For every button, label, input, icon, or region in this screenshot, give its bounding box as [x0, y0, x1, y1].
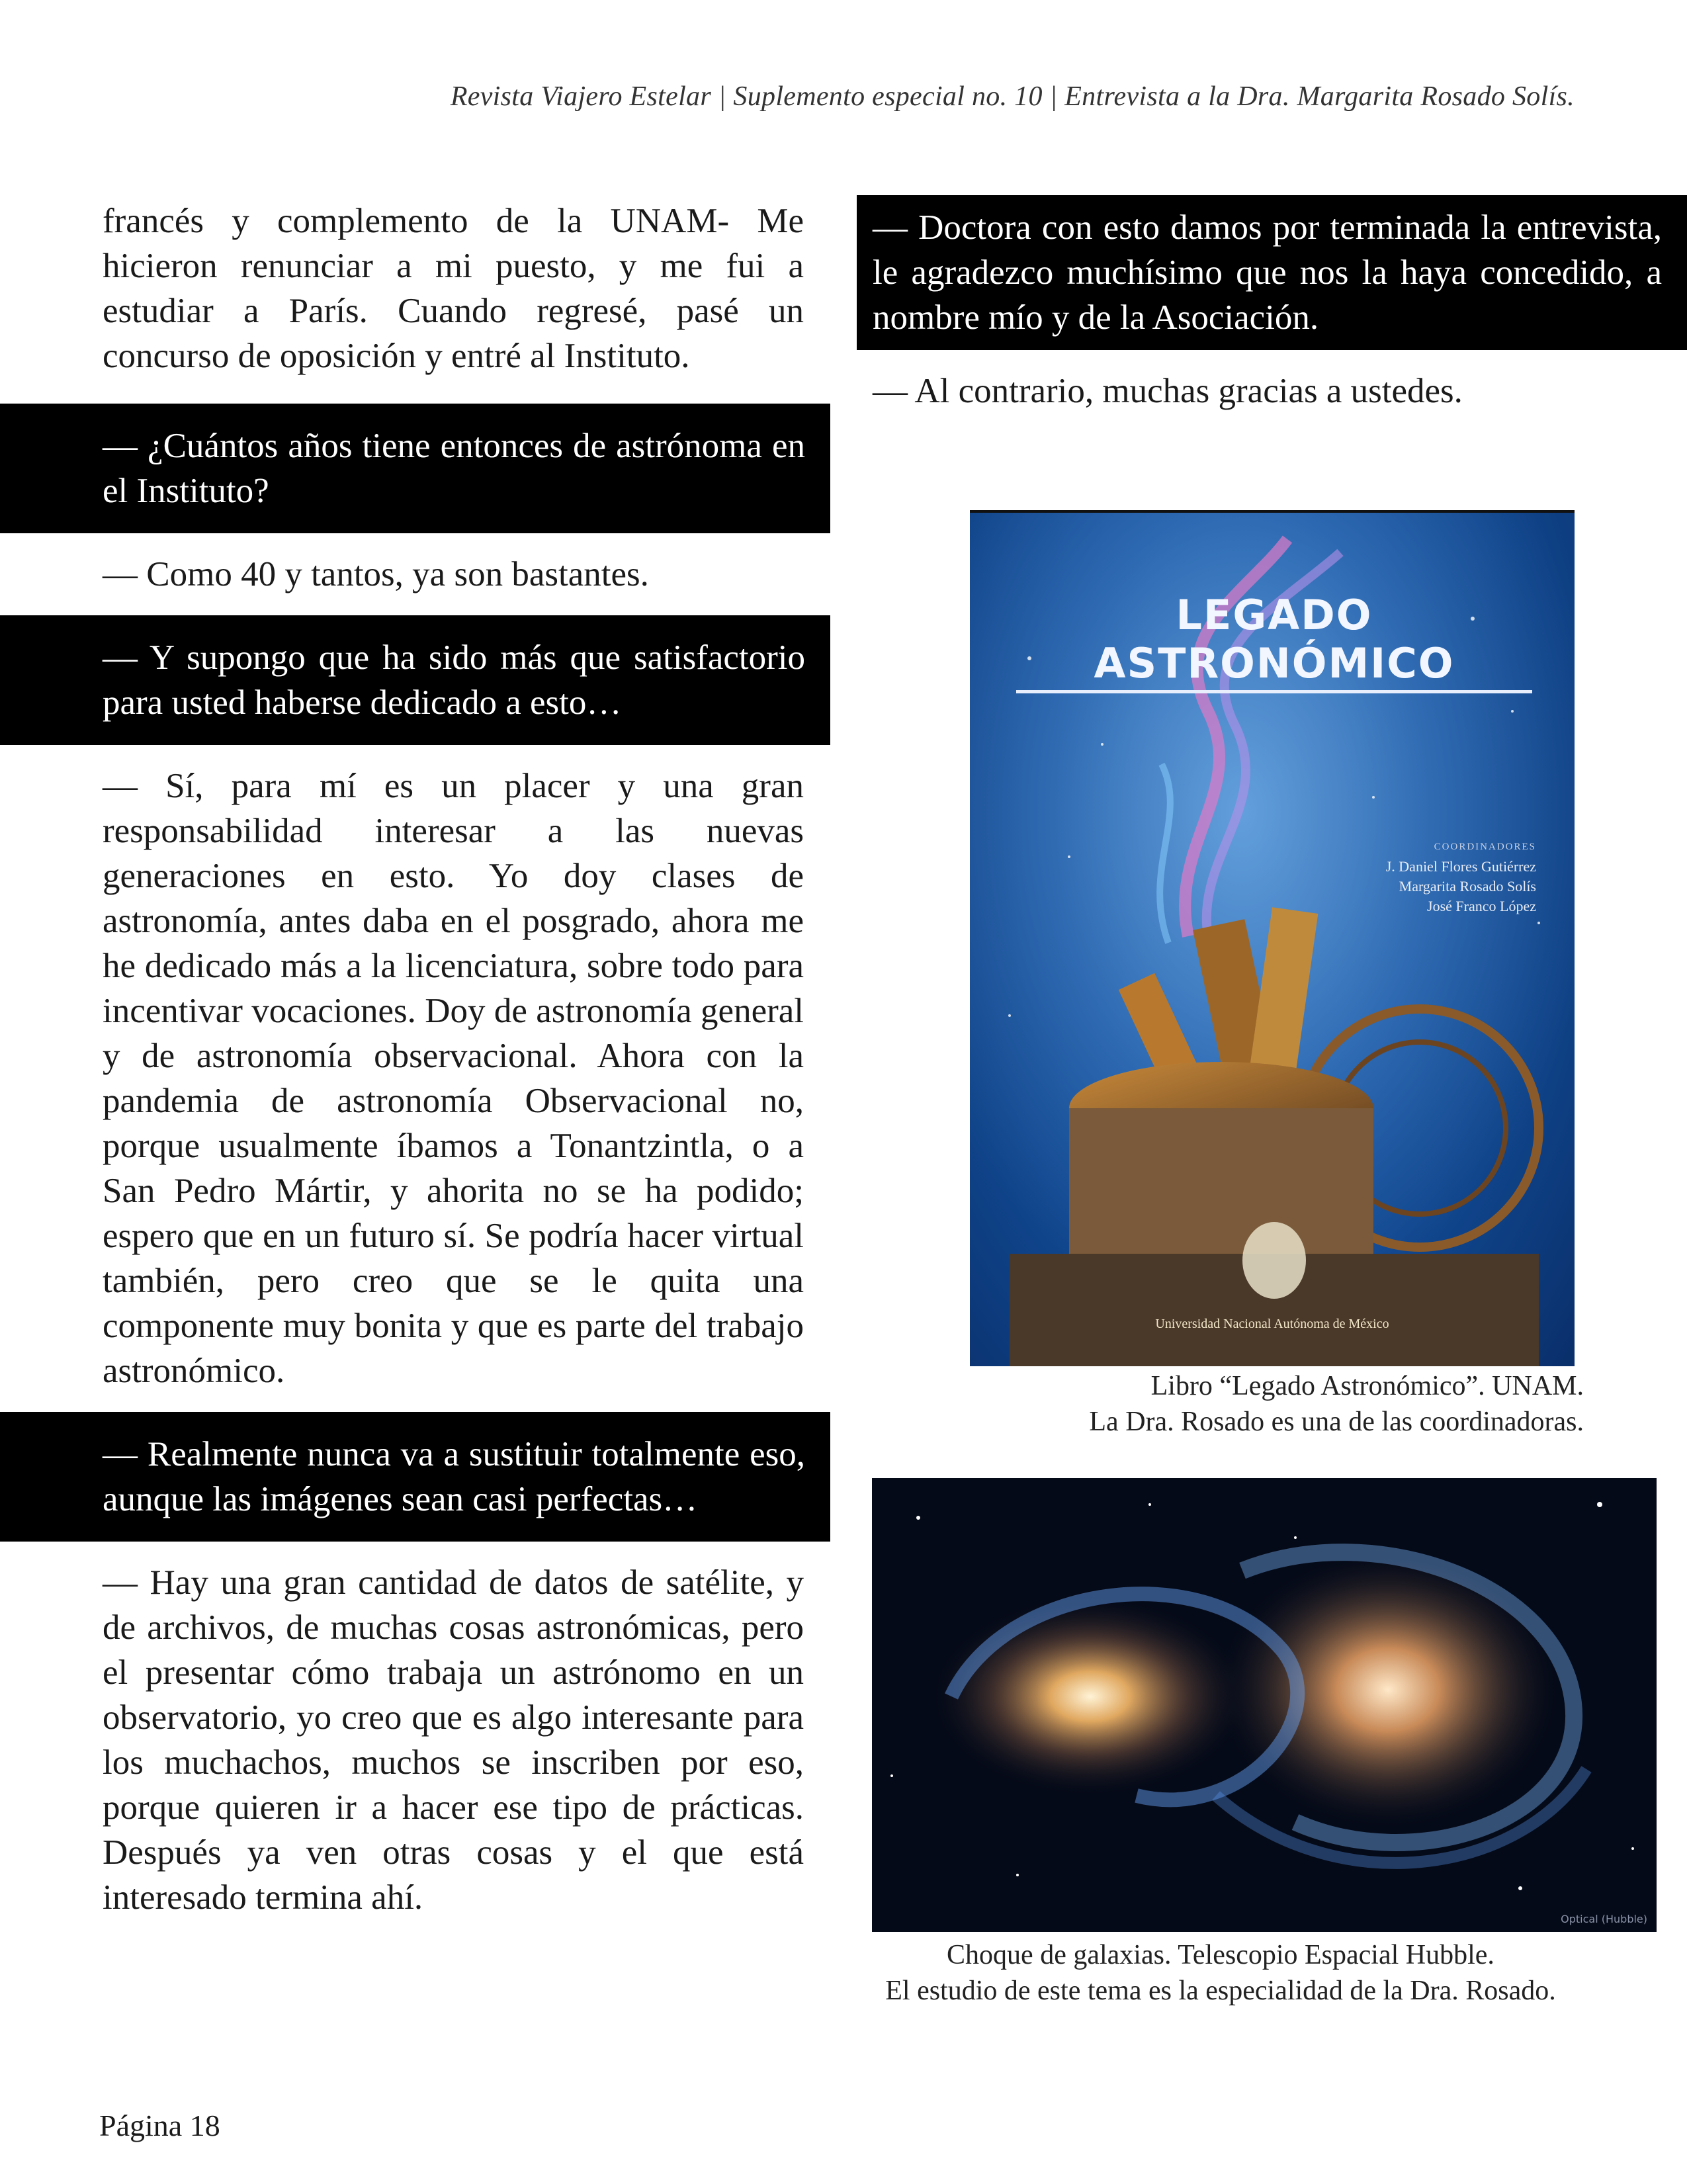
coordinators-label: COORDINADORES	[1434, 842, 1536, 852]
answer-paragraph: — Al contrario, muchas gracias a ustedes.	[873, 372, 1463, 410]
left-column	[0, 198, 830, 1920]
coordinator-name: J. Daniel Flores Gutiérrez	[1385, 858, 1536, 875]
caption-line: La Dra. Rosado es una de las coordinadoras.	[1089, 1407, 1584, 1437]
coordinator-name: Margarita Rosado Solís	[1399, 878, 1536, 895]
answer-paragraph: — Sí, para mí es un placer y una gran responsabilidad interesar a las nuevas generaciones en esto. Yo doy clases de astronomía, antes daba en el posgrado, ahora me he dedicado más a la licenciatura, sobre todo para incentivar vocaciones. Doy de astronomía general y de astronomía observacional. Ahora con la pandemia de astronomía Observacional no, porque usualmente íbamos a Tonantzintla, o a San Pedro Mártir, y ahorita no se ha podido; espero que en un futuro sí. Se podría hacer virtual también, pero creo que se le quita una componente muy bonita y que es parte del trabajo astronómico.	[103, 767, 804, 1390]
right-column	[857, 195, 1687, 414]
caption-line: Libro “Legado Astronómico”. UNAM.	[1150, 1371, 1584, 1401]
coordinator-name: José Franco López	[1427, 898, 1536, 914]
galaxy-caption	[860, 1937, 1581, 2009]
galaxy-collision-image	[872, 1478, 1657, 1932]
book-cover-image	[970, 510, 1575, 1366]
running-header: Revista Viajero Estelar | Suplemento especial no. 10 | Entrevista a la Dra. Margarita Rosado Solís.	[450, 81, 1575, 112]
question-block: — ¿Cuántos años tiene entonces de astrónoma en el Instituto?	[0, 404, 830, 533]
book-title: LEGADO ASTRONÓMICO	[1016, 591, 1532, 693]
answer-paragraph: — Hay una gran cantidad de datos de satélite, y de archivos, de muchas cosas astronómicas, pero el presentar cómo trabaja un astrónomo en un observatorio, yo creo que es algo interesante para los muchachos, muchos se inscriben por eso, porque quieren ir a hacer ese tipo de prácticas. Después ya ven otras cosas y el que está interesado termina ahí.	[103, 1563, 804, 1917]
answer-paragraph: — Como 40 y tantos, ya son bastantes.	[103, 555, 649, 593]
image-credit: Optical (Hubble)	[1561, 1913, 1647, 1925]
question-block: — Doctora con esto damos por terminada la entrevista, le agradezco muchísimo que nos la haya concedido, a nombre mío y de la Asociación.	[857, 195, 1687, 350]
page-number: Página 18	[99, 2109, 220, 2142]
book-publisher: Universidad Nacional Autónoma de México	[1155, 1317, 1389, 1331]
question-block: — Realmente nunca va a sustituir totalmente eso, aunque las imágenes sean casi perfectas…	[0, 1412, 830, 1542]
paragraph-continuation: francés y complemento de la UNAM- Me hicieron renunciar a mi puesto, y me fui a estudiar a París. Cuando regresé, pasé un concurso de oposición y entré al Instituto.	[103, 202, 804, 375]
book-caption	[860, 1368, 1584, 1440]
book-coordinators	[1386, 837, 1536, 916]
galaxy-illustration	[872, 1478, 1657, 1932]
caption-line: El estudio de este tema es la especialidad de la Dra. Rosado.	[885, 1976, 1556, 2006]
question-block: — Y supongo que ha sido más que satisfactorio para usted haberse dedicado a esto…	[0, 615, 830, 745]
caption-line: Choque de galaxias. Telescopio Espacial Hubble.	[947, 1940, 1494, 1970]
